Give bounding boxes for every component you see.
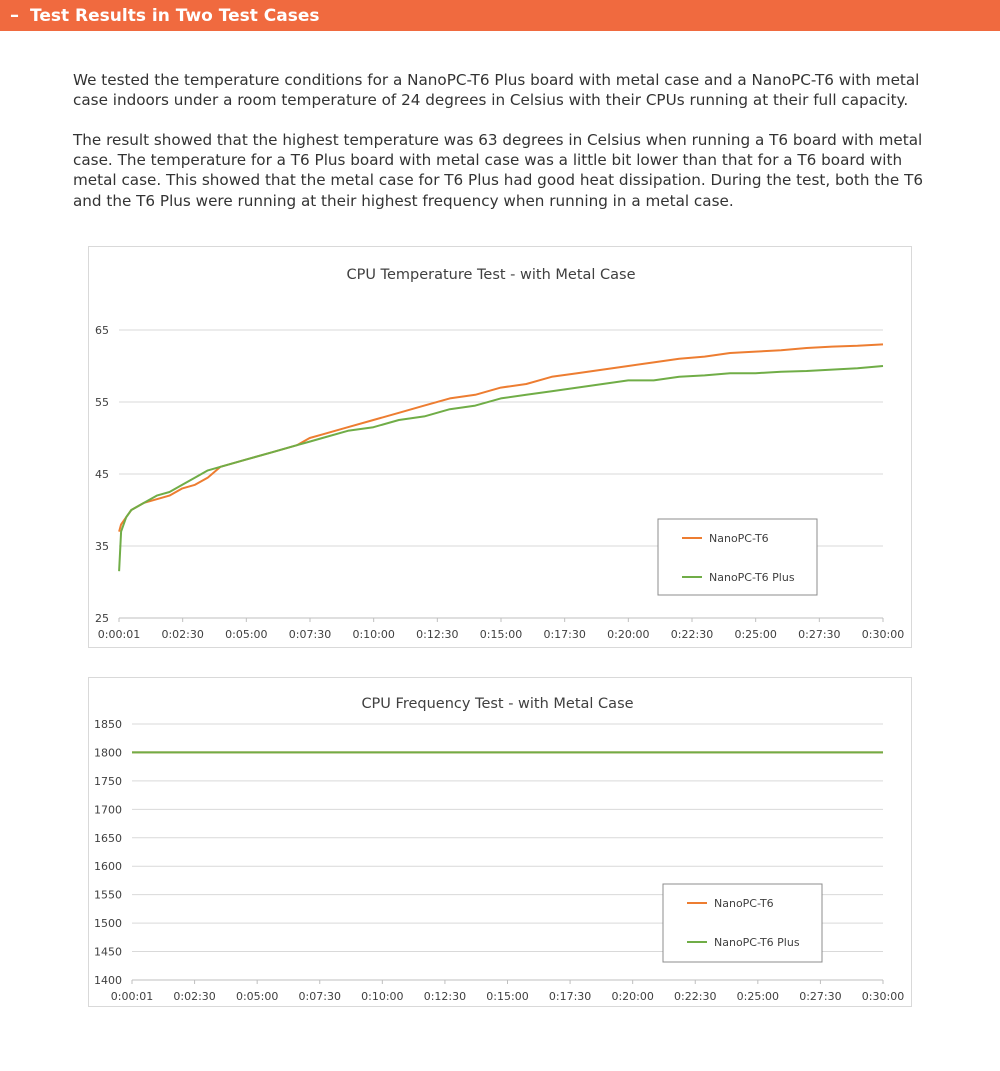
- section-title: Test Results in Two Test Cases: [30, 5, 320, 26]
- section-header: [0, 0, 1000, 31]
- x-tick-label: 0:22:30: [670, 628, 714, 641]
- y-tick-label: 1800: [94, 746, 122, 760]
- y-tick-label: 55: [95, 396, 109, 409]
- y-tick-label: 1750: [94, 774, 122, 788]
- x-tick-label: 0:15:00: [486, 990, 529, 1003]
- x-tick-label: 0:10:00: [361, 990, 404, 1003]
- frequency-chart-panel: [88, 677, 912, 1007]
- x-tick-label: 0:20:00: [611, 990, 654, 1003]
- y-tick-label: 1650: [94, 831, 122, 845]
- x-tick-label: 0:20:00: [607, 628, 650, 641]
- y-tick-label: 1450: [94, 945, 122, 959]
- x-tick-label: 0:30:00: [861, 990, 905, 1003]
- x-tick-label: 0:25:00: [734, 628, 777, 641]
- chart-title: CPU Temperature Test - with Metal Case: [346, 267, 636, 283]
- legend-label: NanoPC-T6: [709, 532, 769, 545]
- intro-paragraph-1: We tested the temperature conditions for a NanoPC-T6 Plus board with metal case and a NanoPC-T6 with metal case indoors under a room temperature of 24 degrees in Celsius with their CPUs running at their full capacity.: [73, 71, 920, 110]
- y-tick-label: 1400: [94, 974, 122, 987]
- x-tick-label: 0:17:30: [543, 628, 586, 641]
- x-tick-label: 0:00:01: [97, 628, 141, 641]
- legend-box: [663, 884, 822, 962]
- x-tick-label: 0:22:30: [674, 990, 717, 1003]
- legend-label: NanoPC-T6: [714, 897, 774, 910]
- y-tick-label: 1550: [94, 888, 122, 902]
- x-tick-label: 0:12:30: [423, 990, 467, 1003]
- y-tick-label: 65: [95, 324, 109, 337]
- y-tick-label: 1600: [94, 860, 122, 874]
- x-tick-label: 0:05:00: [235, 990, 279, 1003]
- x-tick-label: 0:07:30: [288, 628, 332, 641]
- y-tick-label: 1850: [94, 718, 122, 731]
- frequency-chart: [89, 678, 913, 1008]
- x-tick-label: 0:27:30: [799, 990, 842, 1003]
- y-tick-label: 35: [95, 540, 109, 553]
- temperature-chart: [89, 247, 913, 649]
- x-tick-label: 0:17:30: [548, 990, 592, 1003]
- intro-paragraph-2: The result showed that the highest temperature was 63 degrees in Celsius when running a T6 board with metal case. The temperature for a T6 Plus board with metal case was a little bit lower than that for a T6 board with metal case. This showed that the metal case for T6 Plus had good heat dissipation. During the test, both the T6 and the T6 Plus were running at their highest frequency when running in a metal case.: [73, 131, 924, 210]
- y-tick-label: 1500: [94, 917, 122, 931]
- x-tick-label: 0:02:30: [173, 990, 216, 1003]
- chart-title: CPU Frequency Test - with Metal Case: [361, 696, 634, 712]
- y-tick-label: 45: [95, 468, 109, 481]
- x-tick-label: 0:00:01: [110, 990, 154, 1003]
- x-tick-label: 0:15:00: [479, 628, 523, 641]
- x-tick-label: 0:25:00: [736, 990, 780, 1003]
- y-tick-label: 25: [95, 612, 109, 625]
- temperature-chart-panel: [88, 246, 912, 648]
- collapse-dash-icon[interactable]: –: [10, 5, 19, 26]
- x-tick-label: 0:27:30: [798, 628, 841, 641]
- y-tick-label: 1700: [94, 803, 122, 817]
- legend-label: NanoPC-T6 Plus: [709, 571, 795, 584]
- legend-label: NanoPC-T6 Plus: [714, 936, 800, 949]
- x-tick-label: 0:07:30: [298, 990, 341, 1003]
- x-tick-label: 0:10:00: [352, 628, 395, 641]
- x-tick-label: 0:12:30: [416, 628, 459, 641]
- x-tick-label: 0:05:00: [225, 628, 268, 641]
- x-tick-label: 0:02:30: [161, 628, 204, 641]
- x-tick-label: 0:30:00: [861, 628, 905, 641]
